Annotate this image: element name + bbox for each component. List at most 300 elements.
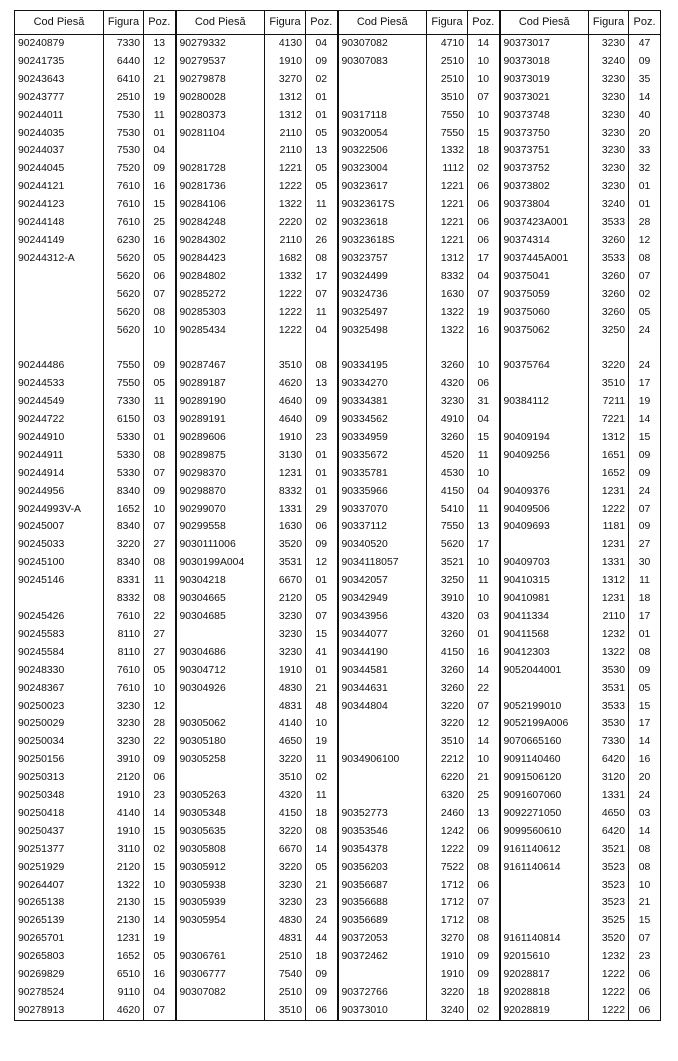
figure-number: 4150 — [427, 483, 468, 501]
position-number: 06 — [468, 178, 500, 196]
position-number: 01 — [629, 196, 661, 214]
table-row — [15, 286, 661, 304]
position-number: 10 — [468, 107, 500, 125]
position-number: 32 — [629, 160, 661, 178]
part-code — [15, 304, 104, 322]
position-number: 10 — [144, 877, 176, 895]
figure-number: 3230 — [104, 715, 144, 733]
figure-number: 3240 — [589, 196, 629, 214]
part-code — [15, 286, 104, 304]
part-code: 90306761 — [176, 948, 265, 966]
position-number: 18 — [468, 142, 500, 160]
figure-number: 1331 — [589, 554, 629, 572]
figure-number: 1222 — [265, 322, 306, 340]
table-row — [15, 698, 661, 716]
part-code: 90342949 — [338, 590, 427, 608]
part-code: 90343956 — [338, 608, 427, 626]
position-number: 08 — [144, 554, 176, 572]
part-code: 90250437 — [18, 825, 65, 837]
table-row — [15, 125, 661, 143]
figure-number: 1331 — [589, 787, 629, 805]
figure-number: 1630 — [265, 518, 306, 536]
part-code — [500, 877, 589, 895]
part-code: 90284106 — [176, 196, 265, 214]
part-code: 9161140814 — [500, 930, 589, 948]
figure-number: 1910 — [427, 948, 468, 966]
part-code — [500, 375, 589, 393]
part-code: 90344077 — [338, 626, 427, 644]
table-row — [15, 268, 661, 286]
figure-number: 1222 — [427, 841, 468, 859]
part-code: 90372766 — [338, 984, 427, 1002]
position-number: 15 — [306, 626, 338, 644]
part-code: 90251377 — [18, 843, 65, 855]
position-number: 01 — [629, 178, 661, 196]
part-code: 90284802 — [176, 268, 265, 286]
part-code: 90373021 — [500, 89, 589, 107]
figure-number: 3260 — [427, 429, 468, 447]
figure-number: 4320 — [427, 608, 468, 626]
position-number: 04 — [468, 483, 500, 501]
parts-index-table — [14, 10, 661, 1021]
figure-number — [265, 339, 306, 357]
figure-number: 1322 — [104, 877, 144, 895]
part-code: 90305808 — [176, 841, 265, 859]
position-number: 15 — [144, 823, 176, 841]
position-number: 17 — [629, 375, 661, 393]
position-number: 01 — [306, 483, 338, 501]
position-number: 04 — [144, 984, 176, 1002]
position-number: 16 — [468, 322, 500, 340]
figure-number: 1910 — [265, 429, 306, 447]
part-code — [500, 411, 589, 429]
figure-number: 4150 — [427, 644, 468, 662]
position-number: 01 — [468, 626, 500, 644]
position-number: 08 — [629, 644, 661, 662]
position-number: 08 — [144, 590, 176, 608]
part-code: 90344581 — [338, 662, 427, 680]
part-code: 90307082 — [176, 984, 265, 1002]
position-number: 13 — [468, 805, 500, 823]
figure-number: 2120 — [265, 590, 306, 608]
position-number: 08 — [144, 304, 176, 322]
position-number: 16 — [468, 644, 500, 662]
position-number: 23 — [306, 429, 338, 447]
position-number: 02 — [468, 1002, 500, 1020]
table-row — [15, 662, 661, 680]
position-number: 18 — [468, 984, 500, 1002]
position-number: 23 — [144, 787, 176, 805]
figure-number: 4130 — [265, 35, 306, 53]
position-number: 01 — [306, 447, 338, 465]
position-number: 10 — [144, 501, 176, 519]
part-code: 90307082 — [338, 35, 427, 53]
table-row — [15, 733, 661, 751]
part-code: 90243643 — [18, 73, 65, 85]
position-number: 15 — [144, 859, 176, 877]
part-code: 90244533 — [18, 378, 65, 390]
position-number: 07 — [468, 286, 500, 304]
figure-number: 1712 — [427, 877, 468, 895]
figure-number: 1221 — [427, 196, 468, 214]
figure-number: 3520 — [589, 930, 629, 948]
position-number: 10 — [144, 322, 176, 340]
figure-number: 1181 — [589, 518, 629, 536]
figure-number: 5620 — [104, 250, 144, 268]
position-number: 06 — [468, 232, 500, 250]
part-code: 90305258 — [176, 751, 265, 769]
part-code: 90373748 — [500, 107, 589, 125]
table-row — [15, 590, 661, 608]
position-number: 17 — [468, 536, 500, 554]
position-number: 05 — [306, 160, 338, 178]
part-code: 9037423A001 — [500, 214, 589, 232]
part-code — [176, 1002, 265, 1020]
figure-number: 3230 — [427, 393, 468, 411]
position-number: 03 — [468, 608, 500, 626]
position-number: 15 — [629, 698, 661, 716]
table-row — [15, 483, 661, 501]
part-code: 90356687 — [338, 877, 427, 895]
part-code: 90335781 — [338, 465, 427, 483]
part-code: 90278524 — [18, 987, 65, 999]
position-number: 20 — [629, 769, 661, 787]
figure-number: 5620 — [104, 286, 144, 304]
figure-number: 2510 — [265, 948, 306, 966]
position-number: 01 — [306, 89, 338, 107]
part-code: 92015610 — [500, 948, 589, 966]
figure-number: 4640 — [265, 411, 306, 429]
part-code: 90384112 — [500, 393, 589, 411]
part-code: 9070665160 — [500, 733, 589, 751]
figure-number: 1232 — [589, 948, 629, 966]
position-number: 15 — [144, 894, 176, 912]
position-number: 04 — [144, 142, 176, 160]
figure-number: 3260 — [427, 626, 468, 644]
figure-number: 3270 — [427, 930, 468, 948]
header-position: Poz. — [306, 11, 338, 35]
table-row — [15, 375, 661, 393]
part-code: 90244911 — [18, 449, 64, 461]
part-code: 90342057 — [338, 572, 427, 590]
figure-number: 3520 — [265, 536, 306, 554]
figure-number: 1712 — [427, 912, 468, 930]
part-code: 90356689 — [338, 912, 427, 930]
part-code: 90244312-A — [18, 252, 75, 264]
position-number: 16 — [144, 232, 176, 250]
table-row — [15, 322, 661, 340]
part-code: 9030111006 — [176, 536, 265, 554]
figure-number: 4150 — [265, 805, 306, 823]
figure-number: 3510 — [265, 1002, 306, 1020]
header-position: Poz. — [629, 11, 661, 35]
figure-number: 1232 — [589, 626, 629, 644]
part-code: 90323617S — [338, 196, 427, 214]
part-code: 9034906100 — [338, 751, 427, 769]
part-code: 90244910 — [18, 431, 65, 443]
part-code: 90285272 — [176, 286, 265, 304]
header-code: Cod Piesă — [500, 11, 589, 35]
part-code — [15, 322, 104, 340]
position-number: 05 — [306, 125, 338, 143]
position-number: 33 — [629, 142, 661, 160]
part-code: 9091607060 — [500, 787, 589, 805]
figure-number: 1312 — [265, 89, 306, 107]
figure-number: 1221 — [427, 178, 468, 196]
table-row — [15, 805, 661, 823]
figure-number: 2220 — [265, 214, 306, 232]
header-figure: Figura — [104, 11, 144, 35]
part-code: 90305348 — [176, 805, 265, 823]
figure-number: 1910 — [265, 53, 306, 71]
table-row — [15, 89, 661, 107]
position-number: 13 — [468, 518, 500, 536]
part-code: 90264407 — [18, 879, 65, 891]
part-code: 90373010 — [338, 1002, 427, 1020]
position-number: 44 — [306, 930, 338, 948]
figure-number: 3220 — [589, 357, 629, 375]
part-code — [15, 268, 104, 286]
part-code: 90299558 — [176, 518, 265, 536]
figure-number: 1910 — [427, 966, 468, 984]
header-position: Poz. — [468, 11, 500, 35]
figure-number: 3260 — [427, 662, 468, 680]
figure-number: 3230 — [589, 107, 629, 125]
figure-number: 1231 — [265, 465, 306, 483]
figure-number: 3230 — [589, 160, 629, 178]
table-row — [15, 715, 661, 733]
figure-number: 3230 — [589, 89, 629, 107]
position-number: 26 — [306, 232, 338, 250]
table-row — [15, 644, 661, 662]
figure-number: 4910 — [427, 411, 468, 429]
part-code: 90285434 — [176, 322, 265, 340]
figure-number: 6320 — [427, 787, 468, 805]
part-code — [15, 590, 104, 608]
part-code: 90289191 — [176, 411, 265, 429]
part-code: 90411334 — [500, 608, 589, 626]
parts-index-sheet — [14, 10, 660, 1021]
position-number: 09 — [629, 465, 661, 483]
part-code: 90248367 — [18, 682, 65, 694]
position-number: 08 — [306, 823, 338, 841]
position-number: 04 — [306, 35, 338, 53]
figure-number: 3910 — [427, 590, 468, 608]
part-code: 90373804 — [500, 196, 589, 214]
figure-number: 3220 — [104, 536, 144, 554]
figure-number: 4140 — [104, 805, 144, 823]
position-number: 01 — [306, 572, 338, 590]
part-code: 90279332 — [176, 35, 265, 53]
figure-number: 1222 — [589, 501, 629, 519]
figure-number: 3260 — [589, 268, 629, 286]
position-number: 28 — [144, 715, 176, 733]
part-code: 90334381 — [338, 393, 427, 411]
figure-number: 2460 — [427, 805, 468, 823]
position-number: 19 — [306, 733, 338, 751]
header-figure: Figura — [265, 11, 306, 35]
position-number: 11 — [629, 572, 661, 590]
figure-number: 3523 — [589, 877, 629, 895]
table-row — [15, 894, 661, 912]
part-code: 90412303 — [500, 644, 589, 662]
part-code: 9161140612 — [500, 841, 589, 859]
figure-number: 8331 — [104, 572, 144, 590]
position-number: 09 — [144, 160, 176, 178]
figure-number: 1221 — [265, 160, 306, 178]
position-number: 10 — [468, 465, 500, 483]
part-code: 90334195 — [338, 357, 427, 375]
position-number: 17 — [468, 250, 500, 268]
part-code: 90245007 — [18, 521, 65, 533]
figure-number: 3230 — [265, 608, 306, 626]
part-code: 90287467 — [176, 357, 265, 375]
part-code: 90250034 — [18, 736, 65, 748]
part-code: 90335966 — [338, 483, 427, 501]
position-number: 03 — [629, 805, 661, 823]
figure-number: 7550 — [104, 357, 144, 375]
part-code: 90279878 — [176, 71, 265, 89]
position-number: 10 — [468, 751, 500, 769]
position-number: 23 — [306, 894, 338, 912]
part-code: 90280028 — [176, 89, 265, 107]
part-code: 90241735 — [18, 55, 65, 67]
figure-number: 3230 — [589, 71, 629, 89]
position-number: 14 — [144, 805, 176, 823]
part-code — [338, 339, 427, 357]
part-code: 90334270 — [338, 375, 427, 393]
part-code: 90265139 — [18, 915, 65, 927]
part-code: 90245033 — [18, 539, 65, 551]
part-code: 90306777 — [176, 966, 265, 984]
position-number: 08 — [144, 447, 176, 465]
part-code: 90284248 — [176, 214, 265, 232]
part-code: 90340520 — [338, 536, 427, 554]
position-number: 11 — [306, 196, 338, 214]
table-row — [15, 572, 661, 590]
figure-number: 7610 — [104, 178, 144, 196]
part-code: 90305263 — [176, 787, 265, 805]
figure-number: 3220 — [427, 715, 468, 733]
part-code: 90305062 — [176, 715, 265, 733]
figure-number: 3230 — [265, 877, 306, 895]
part-code: 90298870 — [176, 483, 265, 501]
part-code: 90305939 — [176, 894, 265, 912]
figure-number: 3523 — [589, 894, 629, 912]
position-number: 12 — [144, 698, 176, 716]
header-position: Poz. — [144, 11, 176, 35]
part-code: 90324736 — [338, 286, 427, 304]
position-number: 06 — [629, 1002, 661, 1020]
figure-number: 7211 — [589, 393, 629, 411]
position-number: 04 — [468, 268, 500, 286]
part-code: 90356203 — [338, 859, 427, 877]
table-row — [15, 751, 661, 769]
figure-number: 1222 — [265, 286, 306, 304]
part-code — [176, 626, 265, 644]
figure-number: 7610 — [104, 662, 144, 680]
figure-number: 3510 — [265, 357, 306, 375]
figure-number: 3220 — [265, 859, 306, 877]
part-code — [15, 339, 104, 357]
part-code: 90278913 — [18, 1004, 65, 1016]
figure-number: 4520 — [427, 447, 468, 465]
figure-number: 3220 — [265, 823, 306, 841]
figure-number: 9110 — [104, 984, 144, 1002]
position-number: 08 — [306, 357, 338, 375]
part-code: 90244956 — [18, 485, 65, 497]
figure-number: 2120 — [104, 769, 144, 787]
part-code: 90265701 — [18, 933, 65, 945]
part-code: 9092271050 — [500, 805, 589, 823]
part-code — [176, 339, 265, 357]
position-number — [468, 339, 500, 357]
table-row — [15, 357, 661, 375]
position-number: 01 — [629, 626, 661, 644]
position-number: 09 — [468, 948, 500, 966]
position-number: 24 — [306, 912, 338, 930]
figure-number — [104, 339, 144, 357]
part-code — [338, 787, 427, 805]
position-number: 06 — [468, 375, 500, 393]
position-number: 47 — [629, 35, 661, 53]
part-code — [338, 89, 427, 107]
position-number: 10 — [468, 71, 500, 89]
figure-number: 1222 — [589, 984, 629, 1002]
position-number: 19 — [144, 930, 176, 948]
table-row — [15, 178, 661, 196]
figure-number: 2110 — [265, 232, 306, 250]
part-code: 90373751 — [500, 142, 589, 160]
position-number: 05 — [629, 680, 661, 698]
table-row — [15, 984, 661, 1002]
part-code: 90245146 — [18, 575, 65, 587]
part-code: 90304686 — [176, 644, 265, 662]
part-code: 90372462 — [338, 948, 427, 966]
figure-number: 4830 — [265, 912, 306, 930]
figure-number: 2510 — [265, 984, 306, 1002]
position-number: 22 — [144, 608, 176, 626]
position-number: 07 — [144, 1002, 176, 1020]
part-code: 90265138 — [18, 897, 65, 909]
position-number: 07 — [306, 286, 338, 304]
figure-number: 3533 — [589, 250, 629, 268]
part-code: 9030199A004 — [176, 554, 265, 572]
figure-number: 4831 — [265, 698, 306, 716]
table-row — [15, 447, 661, 465]
part-code: 90289187 — [176, 375, 265, 393]
part-code: 90279537 — [176, 53, 265, 71]
part-code: 90356688 — [338, 894, 427, 912]
position-number: 08 — [468, 930, 500, 948]
part-code: 90373750 — [500, 125, 589, 143]
figure-number: 1112 — [427, 160, 468, 178]
position-number: 30 — [629, 554, 661, 572]
part-code — [338, 966, 427, 984]
figure-number: 1231 — [589, 536, 629, 554]
table-row — [15, 429, 661, 447]
part-code — [338, 733, 427, 751]
position-number: 06 — [629, 966, 661, 984]
figure-number — [427, 339, 468, 357]
position-number: 09 — [306, 411, 338, 429]
part-code: 90323617 — [338, 178, 427, 196]
table-row — [15, 608, 661, 626]
figure-number: 8340 — [104, 554, 144, 572]
position-number: 15 — [468, 429, 500, 447]
position-number: 29 — [306, 501, 338, 519]
position-number: 06 — [144, 268, 176, 286]
